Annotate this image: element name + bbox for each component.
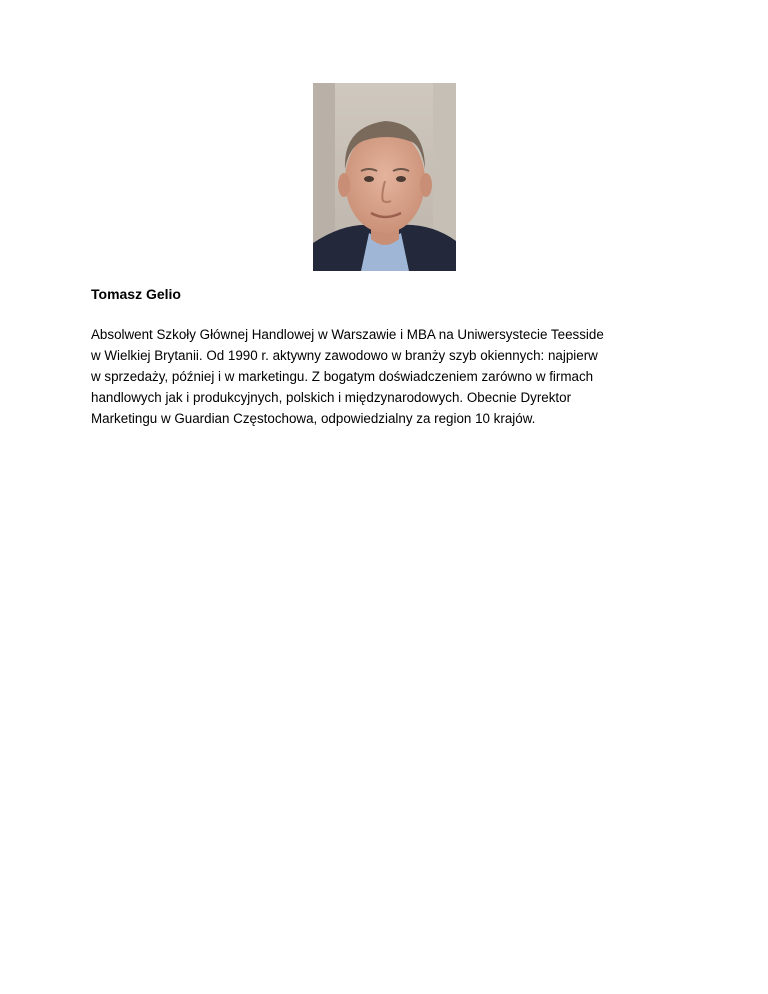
bio-paragraph xyxy=(91,324,651,429)
portrait-image xyxy=(313,83,456,271)
bio-line: w Wielkiej Brytanii. Od 1990 r. aktywny zawodowo w branży szyb okiennych: najpierw xyxy=(91,348,598,363)
portrait-photo xyxy=(313,83,456,271)
bio-line: handlowych jak i produkcyjnych, polskich i międzynarodowych. Obecnie Dyrektor xyxy=(91,390,572,405)
bio-line: w sprzedaży, później i w marketingu. Z bogatym doświadczeniem zarówno w firmach xyxy=(91,369,594,384)
bio-line: Marketingu w Guardian Częstochowa, odpowiedzialny za region 10 krajów. xyxy=(91,411,536,426)
person-name: Tomasz Gelio xyxy=(91,286,181,302)
bio-line: Absolwent Szkoły Głównej Handlowej w Warszawie i MBA na Uniwersystecie Teesside xyxy=(91,327,604,342)
